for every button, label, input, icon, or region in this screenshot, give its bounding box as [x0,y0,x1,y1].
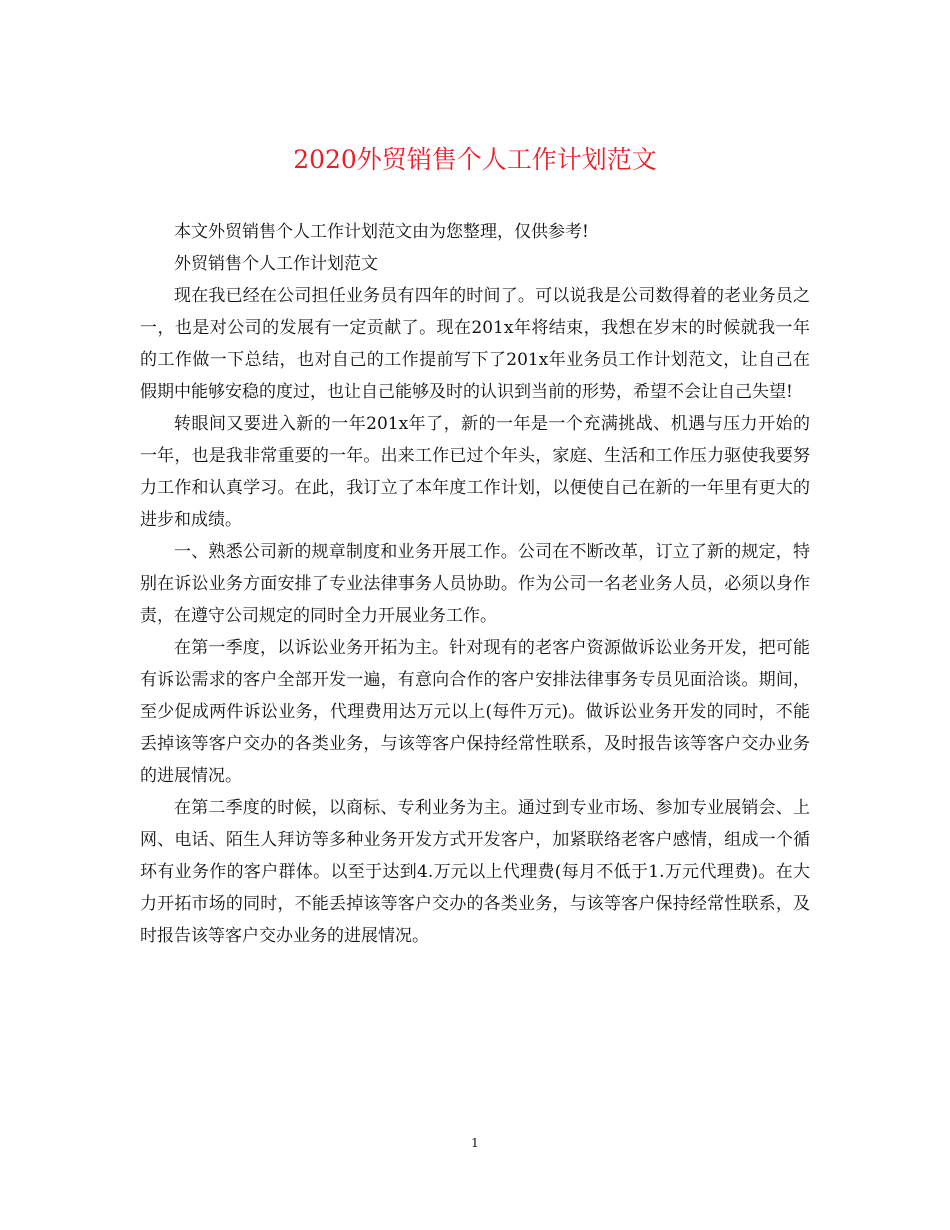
document-body [140,216,810,952]
paragraph-subtitle: 外贸销售个人工作计划范文 [174,254,378,274]
paragraph-body: 现在我已经在公司担任业务员有四年的时间了。可以说我是公司数得着的老业务员之一，也是对公司的发展有一定贡献了。现在201x年将结束，我想在岁末的时候就我一年的工作做一下总结，也对自己的工作提前写下了201x年业务员工作计划范文，让自己在假期中能够安稳的度过，也让自己能够及时的认识到当前的形势，希望不会让自己失望! [140,286,810,402]
document-title: 2020外贸销售个人工作计划范文 [293,145,657,174]
paragraph-body: 在第二季度的时候，以商标、专利业务为主。通过到专业市场、参加专业展销会、上网、电话、陌生人拜访等多种业务开发方式开发客户，加紧联络老客户感情，组成一个循环有业务作的客户群体。以至于达到4.万元以上代理费(每月不低于1.万元代理费)。在大力开拓市场的同时，不能丢掉该等客户交办的各类业务，与该等客户保持经常性联系，及时报告该等客户交办业务的进展情况。 [140,798,810,946]
paragraph-intro: 本文外贸销售个人工作计划范文由为您整理，仅供参考! [174,222,589,242]
paragraph-body: 转眼间又要进入新的一年201x年了，新的一年是一个充满挑战、机遇与压力开始的一年，也是我非常重要的一年。出来工作已过个年头，家庭、生活和工作压力驱使我要努力工作和认真学习。在此，我订立了本年度工作计划，以便使自己在新的一年里有更大的进步和成绩。 [140,414,810,530]
paragraph-body: 一、熟悉公司新的规章制度和业务开展工作。公司在不断改革，订立了新的规定，特别在诉讼业务方面安排了专业法律事务人员协助。作为公司一名老业务人员，必须以身作责，在遵守公司规定的同时全力开展业务工作。 [140,542,810,626]
page-number: 1 [471,1136,479,1150]
paragraph-body: 在第一季度，以诉讼业务开拓为主。针对现有的老客户资源做诉讼业务开发，把可能有诉讼需求的客户全部开发一遍，有意向合作的客户安排法律事务专员见面洽谈。期间，至少促成两件诉讼业务，代理费用达万元以上(每件万元)。做诉讼业务开发的同时，不能丢掉该等客户交办的各类业务，与该等客户保持经常性联系，及时报告该等客户交办业务的进展情况。 [140,638,810,786]
